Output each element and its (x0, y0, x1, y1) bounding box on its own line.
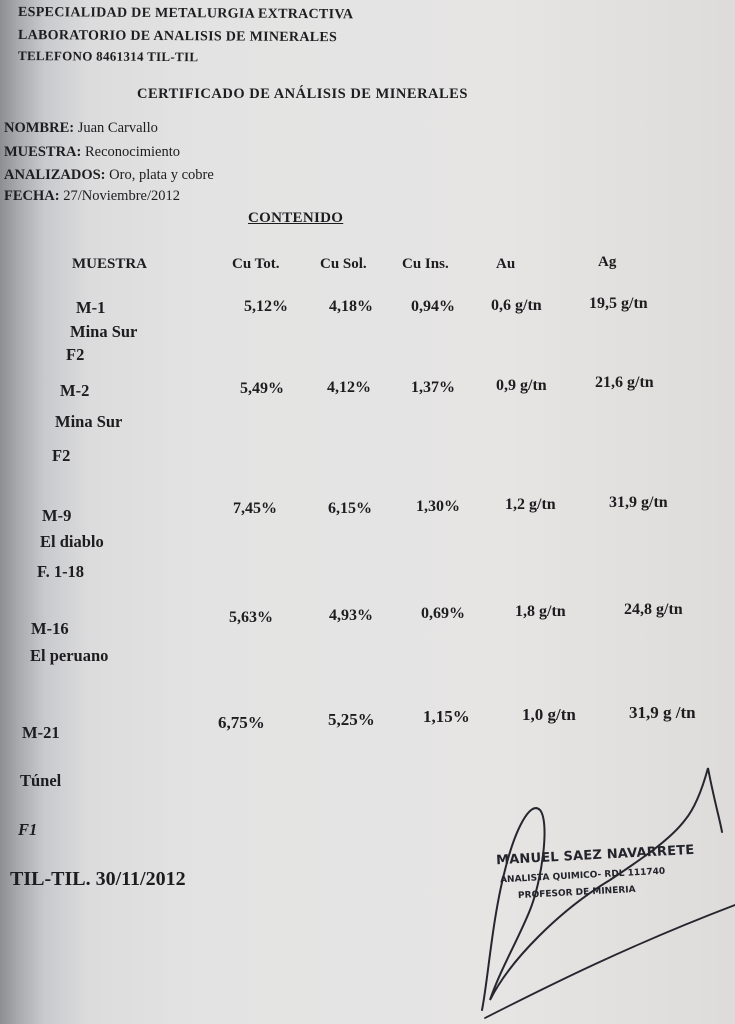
document-title: CERTIFICADO DE ANÁLISIS DE MINERALES (137, 86, 468, 102)
cu-sol-value: 4,18% (329, 298, 373, 315)
analizados-label: ANALIZADOS: (4, 167, 106, 183)
cu-sol-value: 5,25% (328, 710, 375, 729)
place-date-footer: TIL-TIL. 30/11/2012 (10, 868, 186, 890)
column-header-au: Au (496, 256, 516, 272)
sample-place: Mina Sur (70, 322, 138, 341)
sample-place: El peruano (30, 646, 109, 665)
info-fecha (4, 188, 180, 205)
au-value: 1,8 g/tn (515, 603, 566, 620)
nombre-label: NOMBRE: (4, 120, 75, 136)
sample-place: El diablo (40, 532, 104, 551)
ag-value: 31,9 g /tn (629, 703, 696, 722)
header-line-2: LABORATORIO DE ANALISIS DE MINERALES (17, 28, 338, 46)
contenido-heading: CONTENIDO (248, 210, 344, 226)
sample-sector: F2 (66, 345, 85, 364)
cu-tot-value: 7,45% (233, 500, 277, 517)
cu-tot-value: 5,12% (244, 298, 288, 315)
sample-sector: F1 (18, 820, 38, 839)
fecha-label: FECHA: (4, 188, 60, 204)
au-value: 1,0 g/tn (522, 705, 576, 724)
column-header-cu-sol: Cu Sol. (320, 256, 367, 272)
sample-id: M-21 (22, 723, 60, 742)
sample-id: M-9 (42, 506, 72, 525)
stamp-title: ANALISTA QUIMICO- RDL 111740 (499, 866, 666, 886)
sample-id: M-2 (60, 381, 90, 400)
sample-id: M-1 (76, 298, 106, 317)
cu-ins-value: 0,94% (411, 298, 455, 315)
column-header-cu-ins: Cu Ins. (402, 256, 449, 272)
fecha-value: 27/Noviembre/2012 (63, 188, 181, 204)
cu-ins-value: 1,15% (423, 707, 470, 726)
cu-ins-value: 1,37% (411, 379, 455, 396)
au-value: 1,2 g/tn (505, 496, 556, 513)
sample-sector: F. 1-18 (37, 562, 85, 581)
ag-value: 19,5 g/tn (589, 295, 648, 312)
cu-sol-value: 4,12% (327, 379, 371, 396)
cu-tot-value: 5,49% (240, 380, 284, 397)
muestra-label: MUESTRA: (4, 144, 82, 160)
sample-sector: F2 (52, 446, 71, 465)
stamp-name: MANUEL SAEZ NAVARRETE (495, 842, 695, 869)
au-value: 0,9 g/tn (496, 377, 547, 394)
info-analizados (4, 167, 214, 184)
sample-place: Túnel (20, 771, 62, 790)
header-line-3: TELEFONO 8461314 TIL-TIL (17, 48, 199, 65)
au-value: 0,6 g/tn (491, 297, 542, 314)
cu-sol-value: 6,15% (328, 500, 372, 517)
cu-ins-value: 1,30% (416, 498, 460, 515)
cu-sol-value: 4,93% (329, 607, 373, 624)
column-header-muestra: MUESTRA (72, 256, 148, 272)
stamp-profession: PROFESOR DE MINERIA (517, 884, 636, 902)
muestra-value: Reconocimiento (84, 144, 180, 160)
ag-value: 31,9 g/tn (609, 494, 668, 511)
column-header-ag: Ag (598, 254, 617, 270)
cu-ins-value: 0,69% (421, 605, 465, 622)
handwritten-signature (470, 760, 735, 1024)
header-line-1: ESPECIALIDAD DE METALURGIA EXTRACTIVA (17, 5, 354, 23)
info-muestra (4, 144, 180, 161)
cu-tot-value: 5,63% (229, 609, 273, 626)
cu-tot-value: 6,75% (218, 713, 265, 732)
analizados-value: Oro, plata y cobre (109, 167, 214, 183)
ag-value: 24,8 g/tn (624, 601, 683, 618)
nombre-value: Juan Carvallo (77, 120, 158, 136)
sample-place: Mina Sur (55, 412, 123, 431)
ag-value: 21,6 g/tn (595, 374, 654, 391)
column-header-cu-tot: Cu Tot. (232, 256, 280, 272)
info-nombre (4, 120, 158, 137)
sample-id: M-16 (31, 619, 69, 638)
